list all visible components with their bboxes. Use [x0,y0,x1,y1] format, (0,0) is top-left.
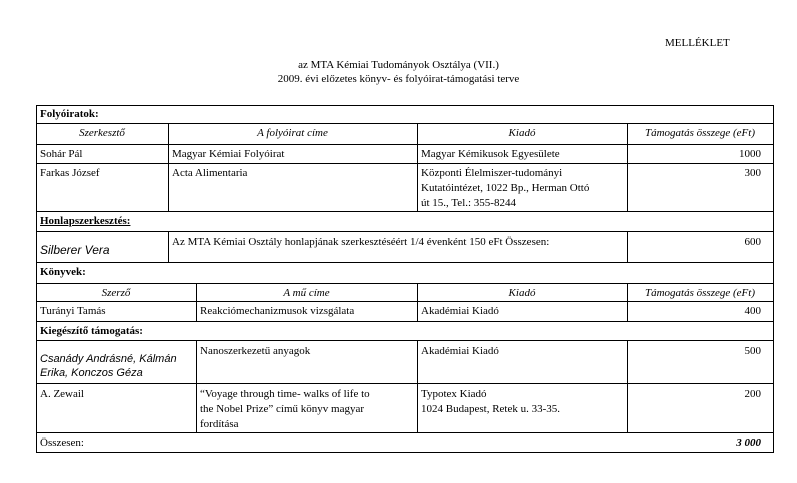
supplementary-publisher-line: 1024 Budapest, Retek u. 33-35. [421,403,561,415]
supplementary-publisher: Akadémiai Kiadó [421,345,499,357]
column-header-journal-title: A folyóirat címe [257,127,328,139]
section-title-web-editing: Honlapszerkesztés: [40,215,131,227]
table-border-top [36,105,774,106]
row-divider [36,262,774,263]
journal-title: Magyar Kémiai Folyóirat [172,148,285,160]
column-header-publisher: Kiadó [508,287,536,299]
supplementary-title: Nanoszerkezetű anyagok [200,345,311,357]
column-header-amount: Támogatás összege (eFt) [645,127,755,139]
total-value: 3 000 [736,437,761,449]
row-divider [36,432,774,433]
table-border-bottom [36,452,774,453]
row-divider [36,123,774,124]
section-title-supplementary: Kiegészítő támogatás: [40,325,143,337]
book-amount: 400 [744,305,761,317]
row-divider [36,144,774,145]
supplementary-title-line: fordítása [200,418,239,430]
row-divider [36,301,774,302]
supplementary-title-line: the Nobel Prize” című könyv magyar [200,403,365,415]
column-header-author: Szerző [101,287,131,299]
column-header-amount: Támogatás összege (eFt) [645,287,755,299]
column-header-editor: Szerkesztő [79,127,125,139]
journal-amount: 1000 [739,148,761,160]
supplementary-amount: 200 [744,388,761,400]
row-divider [36,340,774,341]
section-title-books: Könyvek: [40,266,86,278]
row-divider [36,231,774,232]
book-publisher: Akadémiai Kiadó [421,305,499,317]
table-border-right [773,105,774,453]
supplementary-author-line: Erika, Konczos Géza [40,367,143,379]
journal-amount: 300 [744,167,761,179]
web-editing-description: Az MTA Kémiai Osztály honlapjának szerkesztéséért 1/4 évenként 150 eFt Összesen: [172,236,550,248]
journal-title: Acta Alimentaria [172,167,248,179]
row-divider [36,163,774,164]
journal-editor: Farkas József [40,167,100,179]
supplementary-author-line: Csanády Andrásné, Kálmán [40,353,177,365]
col-divider [417,340,418,432]
row-divider [36,383,774,384]
journal-publisher-line: Központi Élelmiszer-tudományi [421,167,563,179]
document-title-line2: 2009. évi előzetes könyv- és folyóirat-támogatási terve [277,73,520,85]
web-editor-name: Silberer Vera [40,243,110,257]
web-editing-amount: 600 [744,236,761,248]
supplementary-author: A. Zewail [40,388,84,400]
journal-editor: Sohár Pál [40,148,83,160]
row-divider [36,283,774,284]
document-title-line1: az MTA Kémiai Tudományok Osztálya (VII.) [298,59,499,71]
journal-publisher-line: út 15., Tel.: 355-8244 [421,197,516,209]
annex-label: MELLÉKLET [665,37,730,49]
section-title-journals: Folyóiratok: [40,108,99,120]
journal-publisher-line: Kutatóintézet, 1022 Bp., Herman Ottó [421,182,590,194]
table-border-left [36,105,37,453]
journal-publisher: Magyar Kémikusok Egyesülete [421,148,560,160]
column-header-book-title: A mű címe [283,287,330,299]
row-divider [36,211,774,212]
col-divider [196,340,197,432]
supplementary-amount: 500 [744,345,761,357]
col-divider [168,231,169,262]
supplementary-title-line: “Voyage through time- walks of life to [200,388,370,400]
supplementary-publisher-line: Typotex Kiadó [421,388,487,400]
total-label: Összesen: [40,437,84,449]
book-author: Turányi Tamás [40,305,106,317]
book-title: Reakciómechanizmusok vizsgálata [200,305,355,317]
column-header-publisher: Kiadó [508,127,536,139]
row-divider [36,321,774,322]
